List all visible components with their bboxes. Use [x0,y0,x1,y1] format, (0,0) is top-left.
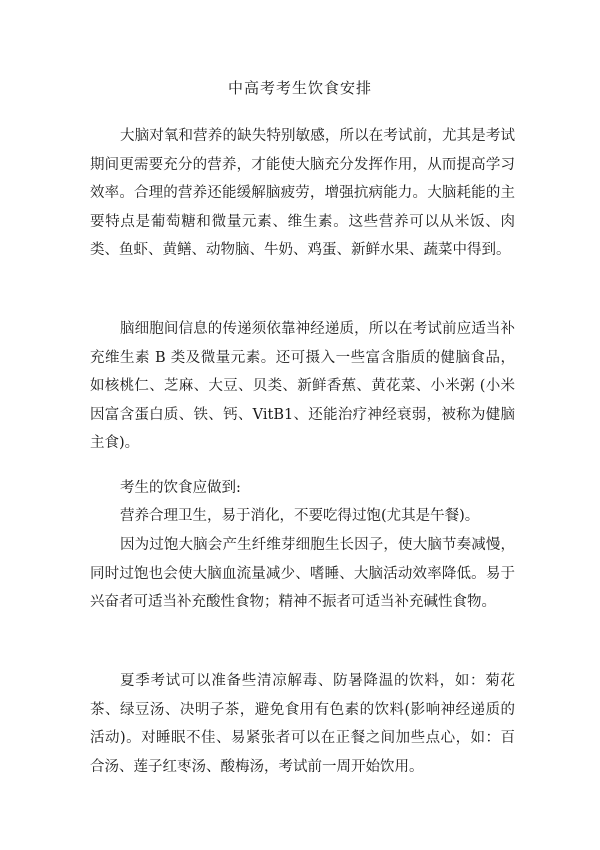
diet-rule: 营养合理卫生，易于消化，不要吃得过饱(尤其是午餐)。 [120,508,480,524]
paragraph-summer-drinks: 夏季考试可以准备些清凉解毒、防暑降温的饮料，如：菊花茶、绿豆汤、决明子茶，避免食用有色素的饮料(影响神经递质的活动)。对睡眠不佳、易紧张者可以在正餐之间加些点心，如：百合汤、莲子红枣汤、酸梅汤，考试前一周开始饮用。 [90,673,515,775]
paragraph-neurotransmitters: 脑细胞间信息的传递须依靠神经递质，所以在考试前应适当补充维生素 B 类及微量元素。还可摄入一些富含脂质的健脑食品，如核桃仁、芝麻、大豆、贝类、新鲜香蕉、黄花菜、小米粥 (小米因富含蛋白质、铁、钙、VitB1、还能治疗神经衰弱，被称为健脑主食)。 [90,321,515,451]
paragraph-overeating: 因为过饱大脑会产生纤维芽细胞生长因子，使大脑节奏减慢，同时过饱也会使大脑血流量减少、嗜睡、大脑活动效率降低。易于兴奋者可适当补充酸性食物；精神不振者可适当补充碱性食物。 [90,537,515,610]
paragraph-brain-nutrition: 大脑对氧和营养的缺失特别敏感，所以在考试前，尤其是考试期间更需要充分的营养，才能使大脑充分发挥作用，从而提高学习效率。合理的营养还能缓解脑疲劳，增强抗病能力。大脑耗能的主要特点是葡萄糖和微量元素、维生素。这些营养可以从米饭、肉类、鱼虾、黄鳝、动物脑、牛奶、鸡蛋、新鲜水果、蔬菜中得到。 [90,128,515,258]
document-title: 中高考考生饮食安排 [227,79,372,97]
diet-heading: 考生的饮食应做到: [120,480,241,496]
